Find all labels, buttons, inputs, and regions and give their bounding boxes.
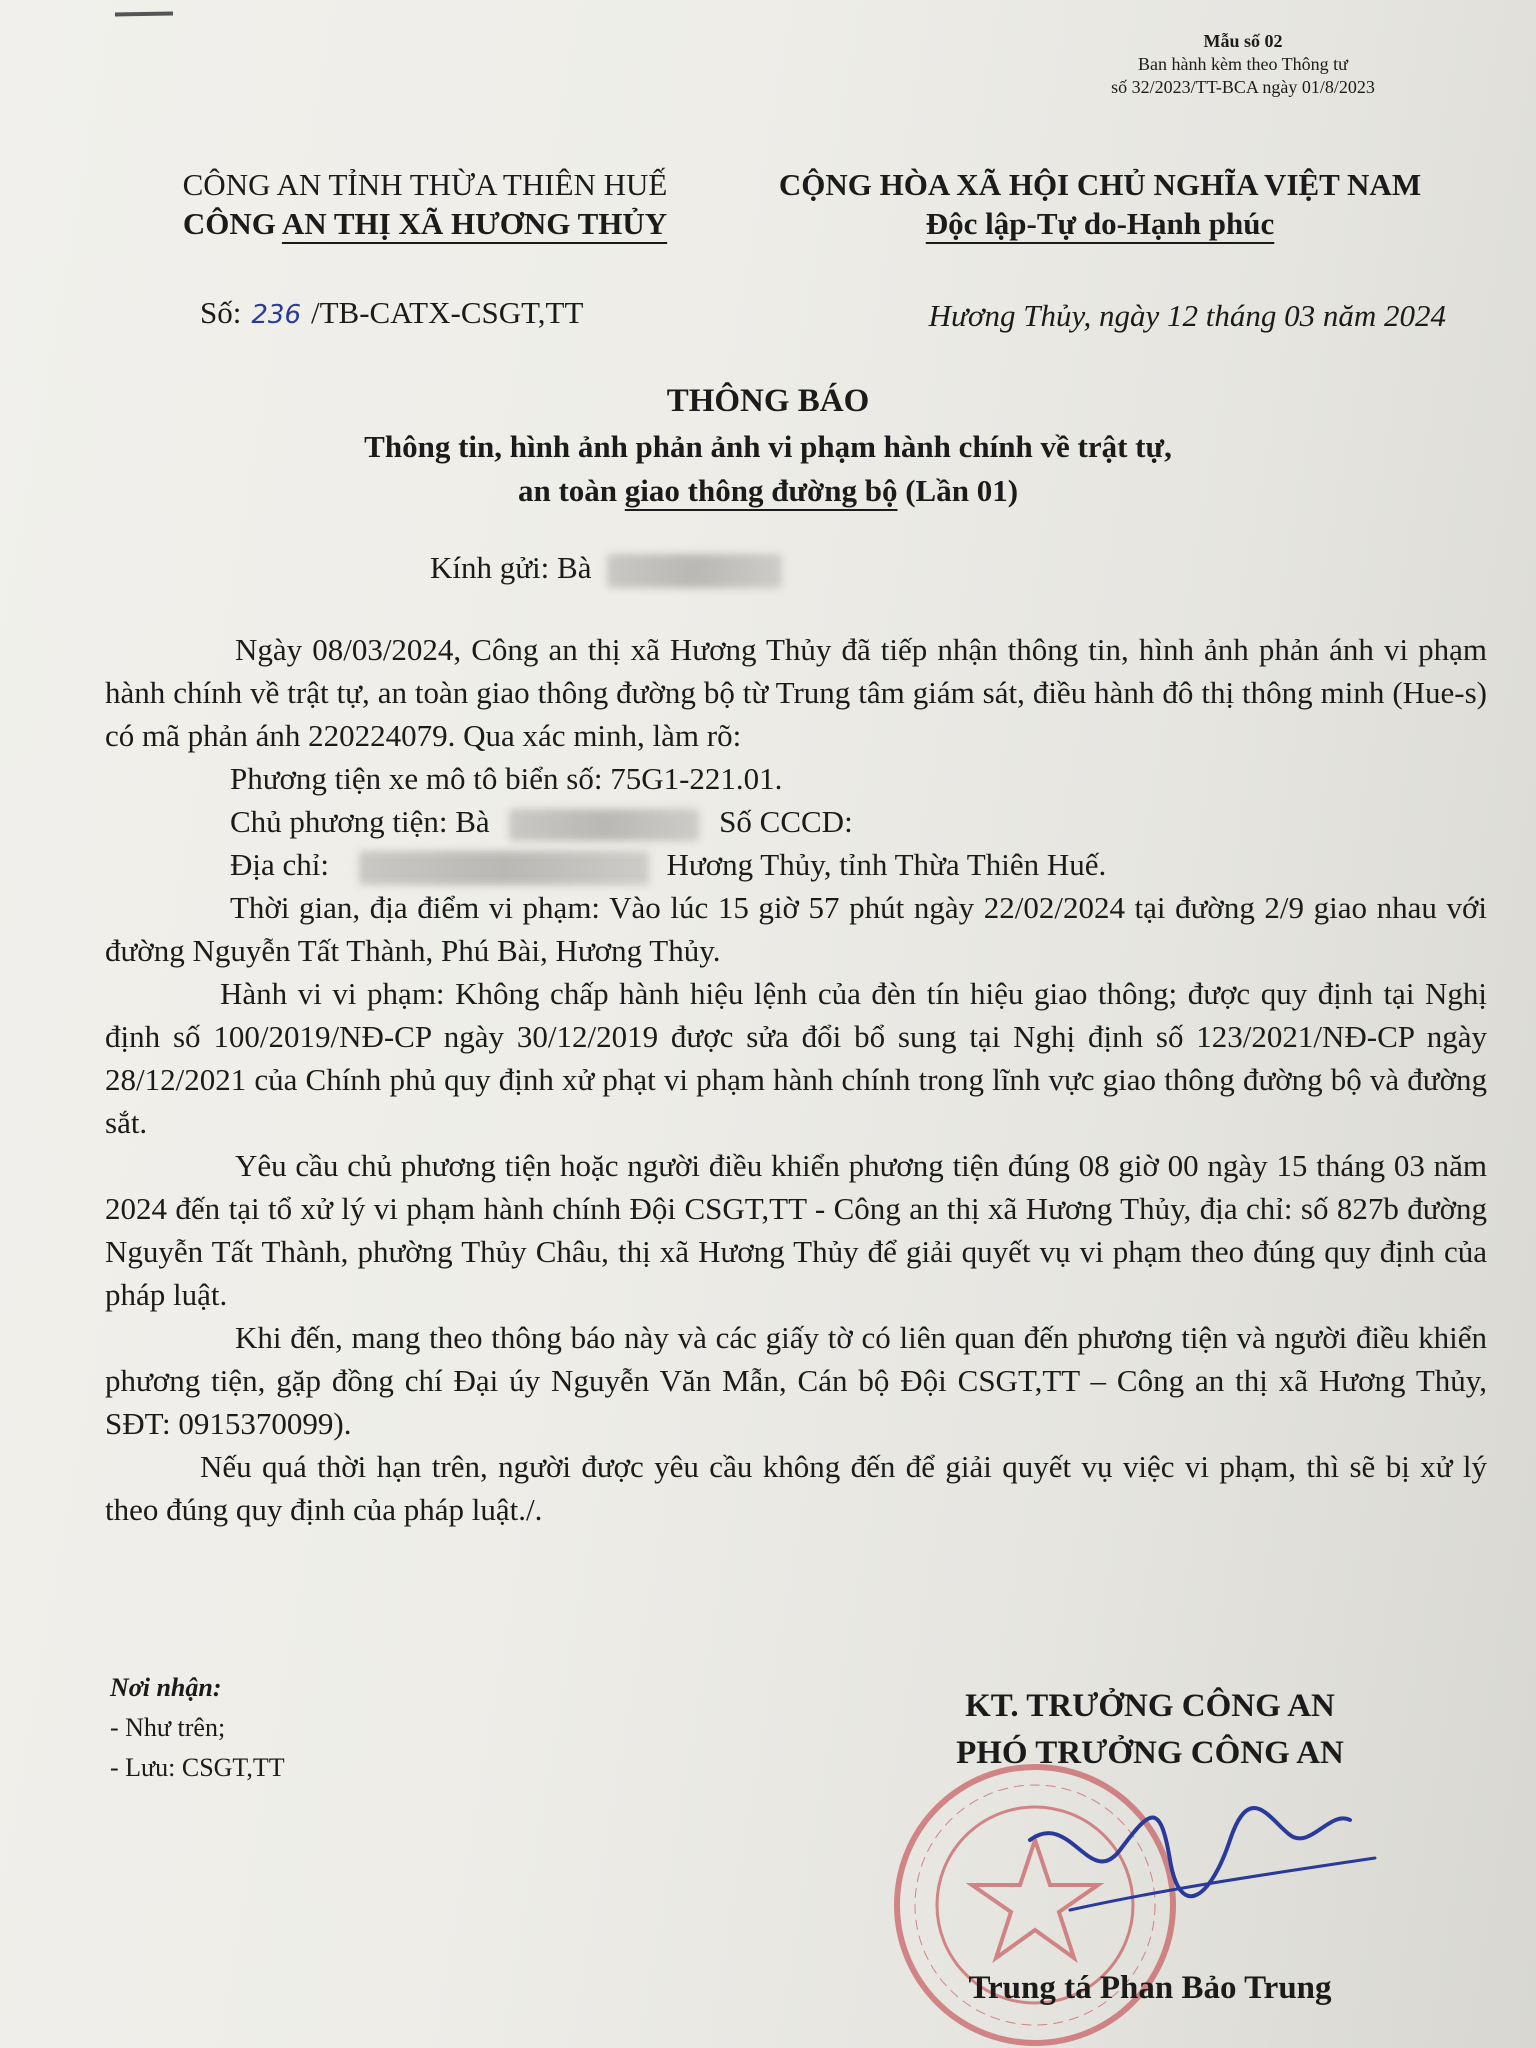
cccd-label: Số CCCD: [719,804,853,839]
owner-line [105,800,1487,843]
overdue-paragraph: Nếu quá thời hạn trên, người được yêu cầu không đến để giải quyết vụ việc vi phạm, thì sẽ bị xử lý theo đúng quy định của pháp luật./. [105,1449,1487,1527]
doc-number-handwritten: 236 [251,300,301,330]
time-place-paragraph: Thời gian, địa điểm vi phạm: Vào lúc 15 giờ 57 phút ngày 22/02/2024 tại đường 2/9 giao nhau với đường Nguyễn Tất Thành, Phú Bài, Hương Thủy. [105,890,1487,968]
notice-body [105,628,1487,1531]
document-subtitle [0,425,1536,513]
subtitle-line-1: Thông tin, hình ảnh phản ảnh vi phạm hành chính về trật tự, [364,429,1172,464]
national-motto [740,165,1460,243]
doc-number-suffix: /TB-CATX-CSGT,TT [311,295,584,330]
form-reference [1033,30,1453,99]
subtitle-underlined: giao thông đường bộ [624,473,898,508]
subtitle-part-a: an toàn [517,473,625,508]
place-date: Hương Thủy, ngày 12 tháng 03 năm 2024 [928,298,1446,333]
parent-agency: CÔNG AN TỈNH THỪA THIÊN HUẾ [182,167,668,202]
country-name: CỘNG HÒA XÃ HỘI CHỦ NGHĨA VIỆT NAM [778,167,1422,202]
recipients-item: - Như trên; [110,1713,226,1742]
redacted-address [359,851,649,885]
recipient-line [430,550,782,588]
form-issued-line: Ban hành kèm theo Thông tư [1138,54,1348,74]
vehicle-line: Phương tiện xe mô tô biển số: 75G1-221.01. [230,761,783,796]
address-line [105,843,1487,886]
recipient-label: Kính gửi: Bà [430,550,592,585]
recipients-heading: Nơi nhận: [110,1673,222,1702]
address-tail: Hương Thủy, tỉnh Thừa Thiên Huế. [666,847,1107,882]
redacted-owner-name [509,809,699,841]
document-title: THÔNG BÁO [666,383,870,419]
agency-name-underlined: AN THỊ XÃ HƯƠNG THỦY [281,206,668,241]
document-number [200,295,583,331]
subtitle-part-b: (Lần 01) [897,473,1019,508]
agency-name-prefix: CÔNG [182,206,282,241]
agency-name [135,204,715,243]
redacted-recipient-name [607,554,782,588]
recipients-list [110,1668,285,1788]
handwritten-signature-icon [1010,1780,1390,1930]
violation-paragraph: Hành vi vi phạm: Không chấp hành hiệu lệnh của đèn tín hiệu giao thông; được quy định tại Nghị định số 100/2019/NĐ-CP ngày 30/12/2019 được sửa đổi bổ sung tại Nghị định số 123/2021/NĐ-CP ngày 28/12/2021 của Chính phủ quy định xử phạt vi phạm hành chính trong lĩnh vực giao thông đường bộ và đường sắt. [105,976,1487,1140]
body-intro: Ngày 08/03/2024, Công an thị xã Hương Thủy đã tiếp nhận thông tin, hình ảnh phản ánh vi phạm hành chính về trật tự, an toàn giao thông đường bộ từ Trung tâm giám sát, điều hành đô thị thông minh (Hue-s) có mã phản ánh 220224079. Qua xác minh, làm rõ: [105,632,1487,753]
recipients-item: - Lưu: CSGT,TT [110,1753,285,1782]
signer-role-1: KT. TRƯỞNG CÔNG AN [965,1688,1335,1724]
signer-role-2: PHÓ TRƯỞNG CÔNG AN [956,1735,1344,1771]
doc-number-prefix: Số: [200,295,242,330]
motto: Độc lập-Tự do-Hạnh phúc [925,206,1275,241]
staple-mark [115,11,173,16]
bring-documents-paragraph: Khi đến, mang theo thông báo này và các giấy tờ có liên quan đến phương tiện và người điều khiển phương tiện, gặp đồng chí Đại úy Nguyễn Văn Mẫn, Cán bộ Đội CSGT,TT – Công an thị xã Hương Thủy, SĐT: 0915370099). [105,1320,1487,1441]
issuing-agency [135,165,715,243]
request-paragraph: Yêu cầu chủ phương tiện hoặc người điều khiển phương tiện đúng 08 giờ 00 ngày 15 tháng 03 năm 2024 đến tại tổ xử lý vi phạm hành chính Đội CSGT,TT - Công an thị xã Hương Thủy, địa chỉ: số 827b đường Nguyễn Tất Thành, phường Thủy Châu, thị xã Hương Thủy để giải quyết vụ vi phạm theo đúng quy định của pháp luật. [105,1148,1487,1312]
address-label: Địa chỉ: [230,847,329,882]
owner-label: Chủ phương tiện: Bà [230,804,490,839]
signer-name: Trung tá Phan Bảo Trung [968,1970,1332,2006]
form-number: Mẫu số 02 [1203,31,1283,51]
form-circular-line: số 32/2023/TT-BCA ngày 01/8/2023 [1111,77,1375,97]
subtitle-line-2 [0,469,1536,513]
